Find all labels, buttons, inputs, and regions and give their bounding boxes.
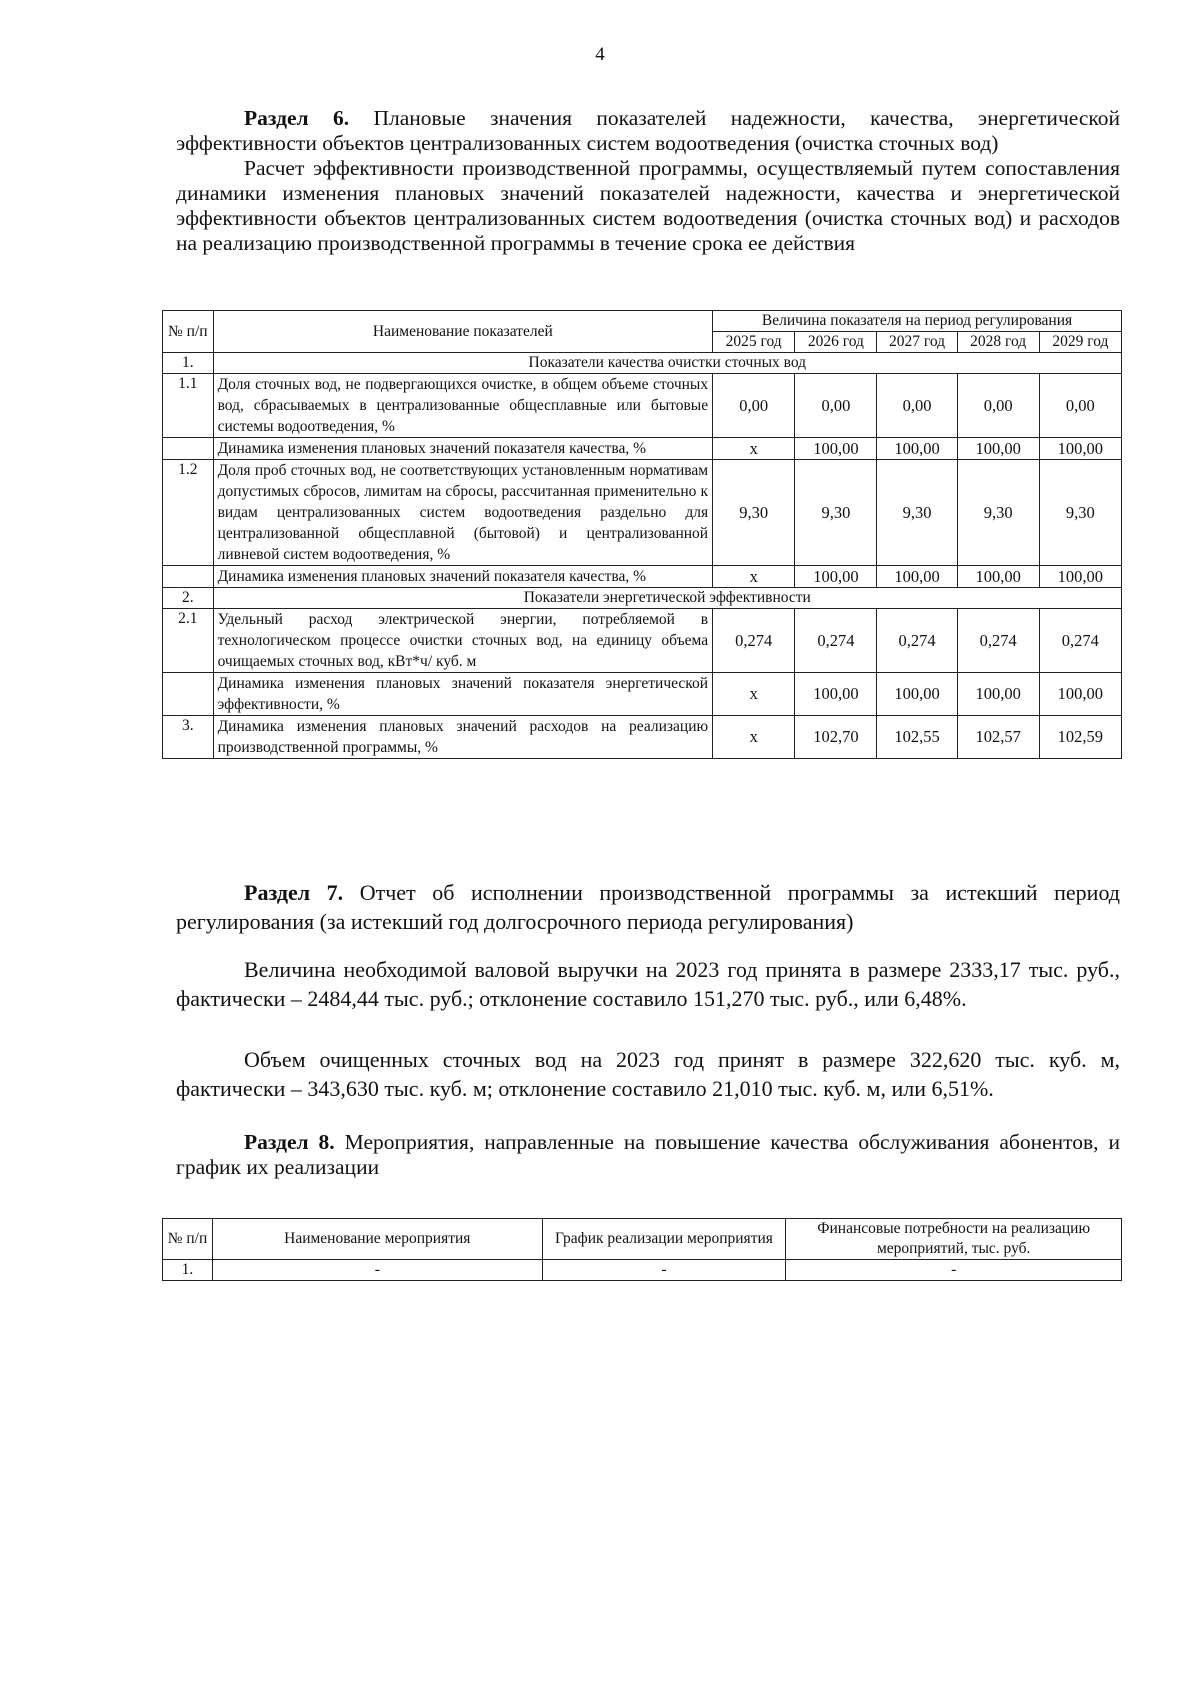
cell-value: 9,30 <box>713 460 795 566</box>
row-name: - <box>212 1260 542 1281</box>
section6-paragraph: Расчет эффективности производственной программы, осуществляемый путем сопоставления динамики изменения плановых значений показателей надежности, качества и энергетической эффективности объектов централизованных систем водоотведения (очистка сточных вод) и расходов на реализацию производственной программы в течение срока ее действия <box>176 156 1120 255</box>
section8-label: Раздел 8. <box>244 1130 335 1154</box>
cell-value: х <box>713 566 795 588</box>
row-name: Динамика изменения плановых значений показателя качества, % <box>213 438 713 460</box>
cell-value: 102,55 <box>877 716 957 759</box>
cell-value: 102,59 <box>1039 716 1121 759</box>
cell-value: х <box>713 716 795 759</box>
table-section8 <box>162 1218 1122 1281</box>
row-num: 1. <box>163 1260 213 1281</box>
section7-heading <box>176 878 1120 936</box>
cell-value: 100,00 <box>1039 673 1121 716</box>
row-num: 1.2 <box>163 460 214 566</box>
cell-value: 9,30 <box>957 460 1039 566</box>
section7-title: Отчет об исполнении производственной программы за истекший период регулирования (за истекший год долгосрочного периода регулирования) <box>176 880 1121 934</box>
group-title: Показатели качества очистки сточных вод <box>213 353 1121 374</box>
table-section6 <box>162 310 1122 759</box>
cell-value: 0,274 <box>877 609 957 673</box>
cell-value: 100,00 <box>795 673 877 716</box>
table-row <box>163 566 1122 588</box>
row-name: Динамика изменения плановых значений показателя энергетической эффективности, % <box>213 673 713 716</box>
cell-value: 0,00 <box>713 374 795 438</box>
row-name: Доля проб сточных вод, не соответствующих установленным нормативам допустимых сбросов, лимитам на сбросы, рассчитанная применительно к видам централизованных систем водоотведения раздельно для централизованной общесплавной (бытовой) и централизованной ливневой систем водоотведения, % <box>213 460 713 566</box>
cell-value: 100,00 <box>795 438 877 460</box>
table-row <box>163 460 1122 566</box>
header-num: № п/п <box>163 311 214 353</box>
table-row <box>163 353 1122 374</box>
cell-value: 100,00 <box>1039 566 1121 588</box>
cell-value: 100,00 <box>957 566 1039 588</box>
row-num: 1. <box>163 353 214 374</box>
table-row <box>163 609 1122 673</box>
row-name: Доля сточных вод, не подвергающихся очистке, в общем объеме сточных вод, сбрасываемых в централизованные общесплавные или бытовые системы водоотведения, % <box>213 374 713 438</box>
section6-title: Плановые значения показателей надежности, качества, энергетической эффективности объектов централизованных систем водоотведения (очистка сточных вод) <box>176 106 1120 155</box>
row-num: 3. <box>163 716 214 759</box>
row-name: Удельный расход электрической энергии, потребляемой в технологическом процессе очистки сточных вод, на единицу объема очищаемых сточных вод, кВт*ч/ куб. м <box>213 609 713 673</box>
cell-value: 0,274 <box>713 609 795 673</box>
cell-value: 0,00 <box>877 374 957 438</box>
section7-paragraph-2: Объем очищенных сточных вод на 2023 год принят в размере 322,620 тыс. куб. м, фактически – 343,630 тыс. куб. м; отклонение составило 21,010 тыс. куб. м, или 6,51%. <box>176 1047 1120 1101</box>
cell-value: 0,274 <box>957 609 1039 673</box>
row-schedule: - <box>542 1260 786 1281</box>
cell-value: 100,00 <box>877 438 957 460</box>
section8-title: Мероприятия, направленные на повышение качества обслуживания абонентов, и график их реализации <box>176 1130 1120 1179</box>
header-year: 2028 год <box>957 332 1039 353</box>
row-num: 2. <box>163 588 214 609</box>
header-year: 2026 год <box>795 332 877 353</box>
table-row <box>163 374 1122 438</box>
section8-heading <box>176 1130 1120 1180</box>
group-title: Показатели энергетической эффективности <box>213 588 1121 609</box>
cell-value: х <box>713 673 795 716</box>
header-schedule: График реализации мероприятия <box>542 1219 786 1260</box>
cell-value: 100,00 <box>795 566 877 588</box>
section6-heading <box>176 106 1120 156</box>
cell-value: 0,00 <box>1039 374 1121 438</box>
header-name: Наименование показателей <box>213 311 713 353</box>
cell-value: 9,30 <box>1039 460 1121 566</box>
cell-value: 100,00 <box>877 673 957 716</box>
cell-value: х <box>713 438 795 460</box>
cell-value: 100,00 <box>1039 438 1121 460</box>
table-row <box>163 1260 1122 1281</box>
header-year: 2027 год <box>877 332 957 353</box>
section7-label: Раздел 7. <box>244 880 344 905</box>
row-name: Динамика изменения плановых значений расходов на реализацию производственной программы, % <box>213 716 713 759</box>
cell-value: 9,30 <box>795 460 877 566</box>
table-row <box>163 588 1122 609</box>
header-year: 2029 год <box>1039 332 1121 353</box>
header-name: Наименование мероприятия <box>212 1219 542 1260</box>
table-row <box>163 673 1122 716</box>
cell-value: 102,70 <box>795 716 877 759</box>
cell-value: 9,30 <box>877 460 957 566</box>
section6-label: Раздел 6. <box>244 106 350 130</box>
header-num: № п/п <box>163 1219 213 1260</box>
cell-value: 100,00 <box>957 438 1039 460</box>
cell-value: 100,00 <box>877 566 957 588</box>
section7-paragraph-1: Величина необходимой валовой выручки на 2023 год принята в размере 2333,17 тыс. руб., фактически – 2484,44 тыс. руб.; отклонение составило 151,270 тыс. руб., или 6,48%. <box>176 957 1120 1011</box>
row-num: 1.1 <box>163 374 214 438</box>
cell-value: 0,00 <box>795 374 877 438</box>
table-row <box>163 716 1122 759</box>
cell-value: 0,274 <box>795 609 877 673</box>
table-row <box>163 438 1122 460</box>
row-num: 2.1 <box>163 609 214 673</box>
row-name: Динамика изменения плановых значений показателя качества, % <box>213 566 713 588</box>
cell-value: 100,00 <box>957 673 1039 716</box>
cell-value: 0,00 <box>957 374 1039 438</box>
row-finance: - <box>786 1260 1122 1281</box>
header-period: Величина показателя на период регулирования <box>713 311 1122 332</box>
cell-value: 102,57 <box>957 716 1039 759</box>
header-year: 2025 год <box>713 332 795 353</box>
header-finance: Финансовые потребности на реализацию мероприятий, тыс. руб. <box>786 1219 1122 1260</box>
page-number: 4 <box>595 44 605 65</box>
cell-value: 0,274 <box>1039 609 1121 673</box>
